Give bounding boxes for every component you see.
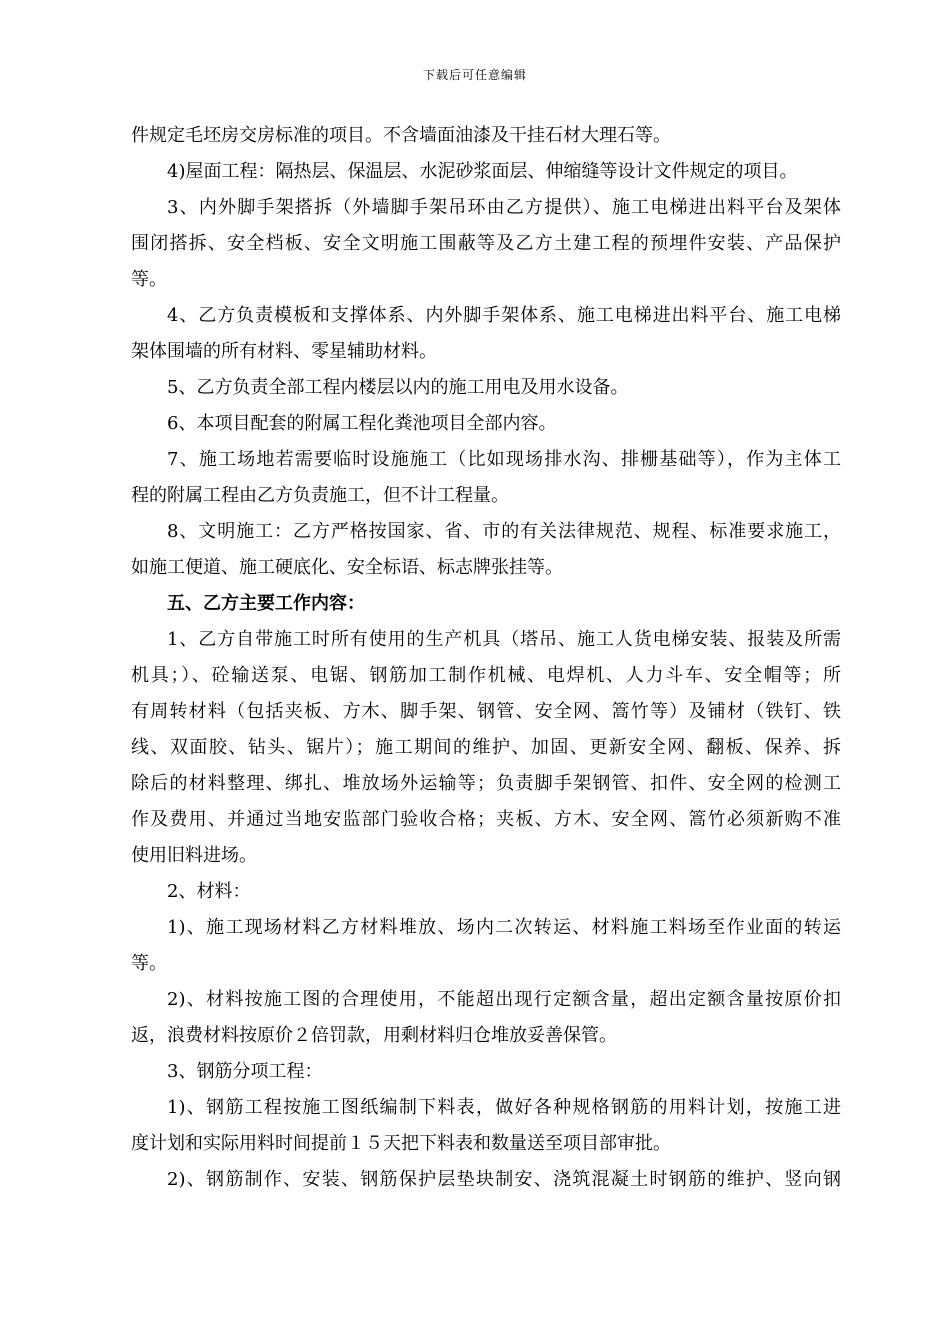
body-line: 3、钢筋分项工程：: [167, 1061, 323, 1082]
section-heading: 五、乙方主要工作内容：: [167, 593, 365, 614]
body-line: 除后的材料整理、绑扎、堆放场外运输等；负责脚手架钢管、扣件、安全网的检测工: [131, 773, 841, 794]
body-line: 机具；）、砼输送泵、电锯、钢筋加工制作机械、电焊机、人力斗车、安全帽等；所: [131, 665, 841, 686]
body-line: 1、乙方自带施工时所有使用的生产机具（塔吊、施工人货电梯安装、报装及所需: [167, 629, 841, 650]
body-line: 7、施工场地若需要临时设施施工（比如现场排水沟、排栅基础等），作为主体工: [167, 449, 841, 470]
body-line: 2、材料：: [167, 881, 251, 902]
body-line: 返，浪费材料按原价２倍罚款，用剩材料归仓堆放妥善保管。: [131, 1025, 617, 1046]
body-line: 1)、钢筋工程按施工图纸编制下料表，做好各种规格钢筋的用料计划，按施工进: [167, 1097, 841, 1118]
document-body: [131, 118, 841, 1198]
body-line: 3、内外脚手架搭拆（外墙脚手架吊环由乙方提供）、施工电梯进出料平台及架体: [167, 197, 841, 218]
body-line: 4、乙方负责模板和支撑体系、内外脚手架体系、施工电梯进出料平台、施工电梯: [167, 305, 841, 326]
body-line: 6、本项目配套的附属工程化粪池项目全部内容。: [167, 413, 557, 434]
body-line: 2)、钢筋制作、安装、钢筋保护层垫块制安、浇筑混凝土时钢筋的维护、竖向钢: [167, 1169, 841, 1190]
body-line: 件规定毛坯房交房标准的项目。不含墙面油漆及干挂石材大理石等。: [131, 125, 671, 146]
page-header-note: 下载后可任意编辑: [422, 68, 527, 82]
body-line: 8、文明施工：乙方严格按国家、省、市的有关法律规范、规程、标准要求施工，: [167, 521, 841, 542]
body-line: 度计划和实际用料时间提前１５天把下料表和数量送至项目部审批。: [131, 1133, 671, 1154]
body-line: 等。: [131, 953, 167, 974]
body-line: 线、双面胶、钻头、锯片）；施工期间的维护、加固、更新安全网、翻板、保养、拆: [131, 737, 841, 758]
body-line: 使用旧料进场。: [131, 845, 257, 866]
body-line: 程的附属工程由乙方负责施工，但不计工程量。: [131, 485, 509, 506]
body-line: 5、乙方负责全部工程内楼层以内的施工用电及用水设备。: [167, 377, 629, 398]
body-line: 作及费用、并通过当地安监部门验收合格；夹板、方木、安全网、篙竹必须新购不准: [131, 809, 841, 830]
body-line: 等。: [131, 269, 167, 290]
body-line: 如施工便道、施工硬底化、安全标语、标志牌张挂等。: [131, 557, 563, 578]
body-line: 围闭搭拆、安全档板、安全文明施工围蔽等及乙方土建工程的预埋件安装、产品保护: [131, 233, 841, 254]
body-line: 4)屋面工程：隔热层、保温层、水泥砂浆面层、伸缩缝等设计文件规定的项目。: [167, 161, 798, 182]
body-line: 架体围墙的所有材料、零星辅助材料。: [131, 341, 437, 362]
body-line: 1)、施工现场材料乙方材料堆放、场内二次转运、材料施工料场至作业面的转运: [167, 917, 841, 938]
body-line: 有周转材料（包括夹板、方木、脚手架、钢管、安全网、篙竹等）及铺材（铁钉、铁: [131, 701, 841, 722]
body-line: 2)、材料按施工图的合理使用，不能超出现行定额含量，超出定额含量按原价扣: [167, 989, 841, 1010]
